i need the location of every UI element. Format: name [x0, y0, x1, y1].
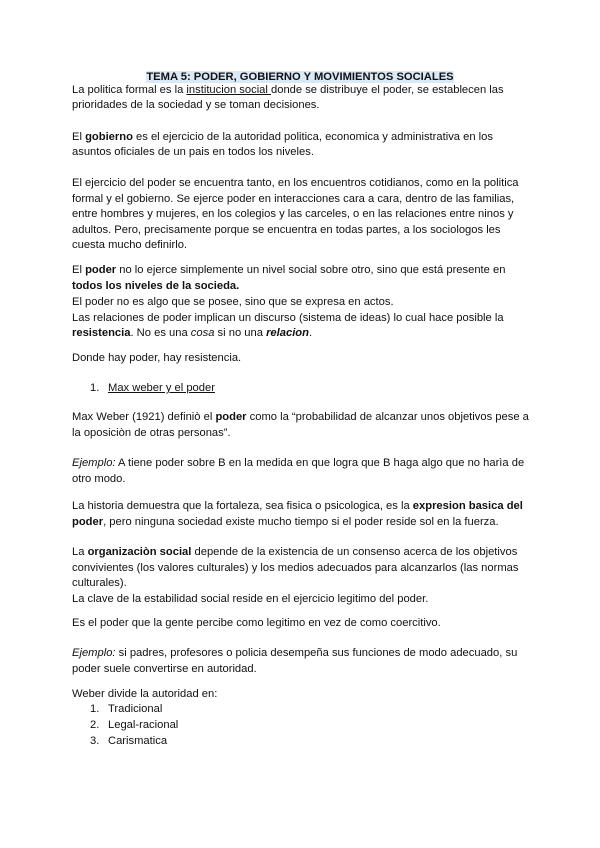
text-segment: El [72, 131, 86, 143]
text-segment: asuntos oficiales de un pais en todos los niveles. [72, 146, 314, 158]
text-line [72, 472, 125, 486]
text-line [72, 295, 394, 309]
emphasized-text: relacion [266, 327, 309, 339]
text-line [72, 646, 517, 660]
text-segment: Legal-racional [108, 719, 179, 731]
section-heading: Max weber y el poder [108, 382, 215, 394]
text-line [72, 592, 428, 606]
text-line [72, 456, 524, 470]
text-segment: . No es una [130, 327, 191, 339]
text-segment: poder suele convertirse en autoridad. [72, 663, 257, 675]
list-item [90, 718, 178, 732]
text-segment: La clave de la estabilidad social reside en el ejercicio legitimo del poder. [72, 593, 429, 605]
emphasized-text: institucion social [186, 84, 271, 96]
text-segment: no lo ejerce simplemente un nivel social sobre otro, sino que está presente en [116, 264, 506, 276]
text-line [72, 130, 493, 144]
emphasized-text: resistencia [72, 327, 131, 339]
text-segment: , pero ninguna sociedad existe mucho tiempo si el poder reside sol en la fuerza. [103, 516, 499, 528]
text-line [72, 192, 514, 206]
list-item [90, 702, 162, 716]
text-segment: La politica formal es la [72, 84, 187, 96]
text-line [72, 351, 241, 365]
text-segment: Max Weber (1921) definiò el [72, 411, 216, 423]
text-line [72, 238, 187, 252]
text-line [72, 662, 257, 676]
emphasized-text: poder [72, 516, 104, 528]
emphasized-text: Ejemplo: [72, 647, 116, 659]
list-item [90, 381, 215, 395]
text-line [72, 326, 312, 340]
text-segment: Donde hay poder, hay resistencia. [72, 352, 242, 364]
list-number: 1. [90, 382, 100, 394]
text-line [72, 83, 504, 97]
text-segment: La historia demuestra que la fortaleza, sea fisica o psicologica, es la [72, 500, 413, 512]
text-segment: A tiene poder sobre B en la medida en que logra que B haga algo que no harìa de [115, 457, 525, 469]
text-segment: La [72, 546, 88, 558]
text-segment: adultos. Pero, precisamente porque se encuentra en todas partes, a los sociologos les [72, 224, 501, 236]
text-segment: la oposiciòn de otras personas”. [72, 427, 231, 439]
text-line [72, 545, 517, 559]
emphasized-text: cosa [190, 327, 215, 339]
text-segment: si no una [214, 327, 267, 339]
text-line [72, 616, 441, 630]
text-segment: Tradicional [108, 703, 163, 715]
list-number: 1. [90, 703, 100, 715]
text-segment: formal y el gobierno. Se ejerce poder en interacciones cara a cara, dentro de las familias, [72, 193, 515, 205]
text-line [72, 687, 217, 701]
text-line [72, 410, 529, 424]
text-segment: El poder no es algo que se posee, sino que se expresa en actos. [72, 296, 394, 308]
text-segment: si padres, profesores o policia desempeña sus funciones de modo adecuado, su [115, 647, 518, 659]
emphasized-text: gobierno [85, 131, 133, 143]
text-line [72, 207, 514, 221]
text-line [72, 145, 314, 159]
text-line [72, 263, 505, 277]
emphasized-text: poder [85, 264, 117, 276]
text-line [72, 561, 518, 575]
emphasized-text: poder [215, 411, 247, 423]
emphasized-text: expresion basica del [412, 500, 523, 512]
document-title: TEMA 5: PODER, GOBIERNO Y MOVIMIENTOS SOCIALES [146, 71, 454, 83]
text-line [72, 176, 519, 190]
text-segment: entre hombres y mujeres, en los colegios y las carceles, o en las relaciones entre ninos y [72, 208, 514, 220]
text-line [72, 279, 239, 293]
text-segment: Las relaciones de poder implican un discurso (sistema de ideas) lo cual hace posible la [72, 312, 504, 324]
text-segment: prioridades de la sociedad y se toman decisiones. [72, 99, 320, 111]
text-segment: donde se distribuye el poder, se establecen las [271, 84, 504, 96]
text-line [72, 311, 504, 325]
text-segment: Es el poder que la gente percibe como legitimo en vez de como coercitivo. [72, 617, 441, 629]
text-segment: culturales). [72, 577, 127, 589]
text-segment: cuesta mucho definirlo. [72, 239, 188, 251]
list-number: 2. [90, 719, 100, 731]
emphasized-text: organizaciòn social [87, 546, 192, 558]
text-segment: convivientes (los valores culturales) y los medios adecuados para alcanzarlos (las normas [72, 562, 519, 574]
text-segment: . [308, 327, 313, 339]
text-segment: El ejercicio del poder se encuentra tanto, en los encuentros cotidianos, como en la politica [72, 177, 519, 189]
text-line [72, 576, 127, 590]
list-item [90, 734, 167, 748]
text-segment: es el ejercicio de la autoridad politica, economica y administrativa en los [132, 131, 493, 143]
text-line [72, 223, 501, 237]
text-segment: como la “probabilidad de alcanzar unos objetivos pese a [246, 411, 529, 423]
emphasized-text: todos los niveles de la socieda. [72, 280, 240, 292]
emphasized-text: Ejemplo: [72, 457, 116, 469]
list-number: 3. [90, 735, 100, 747]
text-segment: Weber divide la autoridad en: [72, 688, 218, 700]
text-segment: otro modo. [72, 473, 126, 485]
text-segment: depende de la existencia de un consenso acerca de los objetivos [191, 546, 518, 558]
text-line [72, 515, 499, 529]
text-segment: Carismatica [108, 735, 168, 747]
text-line [72, 499, 523, 513]
text-line [72, 98, 320, 112]
text-segment: El [72, 264, 86, 276]
text-line [72, 426, 231, 440]
